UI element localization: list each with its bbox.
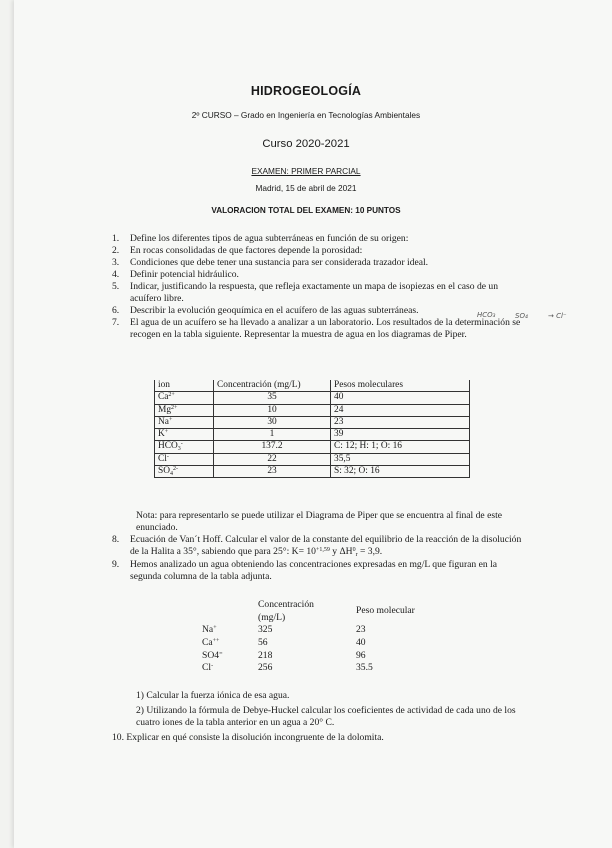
table-cell-ion: Ca++ [202,637,220,648]
table-cell: 96 [356,650,366,661]
question-text: Condiciones que debe tener una sustancia para ser considerada trazador ideal. [130,257,429,268]
question-text: Explicar en qué consiste la disolución incongruente de la dolomita. [126,732,384,743]
table-cell: 35.5 [356,662,373,673]
table-header-row: ion Concentración (mg/L) Pesos moleculares [155,380,470,392]
question-item: 6. Describir la evolución geoquímica en el acuífero de las aguas subterráneas. [112,305,419,316]
table-cell-ion: Na+ [202,624,217,635]
table-cell: 256 [258,662,273,673]
question-text: El agua de un acuífero se ha llevado a analizar a un laboratorio. Los resultados de la determinación se recogen en la tabla siguiente. Representar la muestra de agua en los diagramas de Piper. [130,317,521,340]
table-row: $Ca^{2+}$ 35 40 [155,392,470,404]
table-row: Na+ 30 23 [155,416,470,428]
question-text: Indicar, justificando la respuesta, que refleja exactamente un mapa de isopiezas en el caso de un acuífero libre. [130,281,499,304]
question-item: 7. El agua de un acuífero se ha llevado a analizar a un laboratorio. Los resultados de la determinación se recogen en la tabla siguiente. Representar la muestra de agua en los diagramas de Piper. [112,317,521,340]
question-text: Hemos analizado un agua obteniendo las concentraciones expresadas en mg/L que figuran en la segunda columna de la tabla adjunta. [130,559,497,582]
question-text: Definir potencial hidráulico. [130,269,239,280]
table-cell-ion: SO4= [202,650,223,661]
exam-total-points: VALORACION TOTAL DEL EXAMEN: 10 PUNTOS [211,206,401,215]
handwritten-note: SO₄ [515,312,528,320]
question-item: 2. En rocas consolidadas de que factores depende la porosidad: [112,245,363,256]
table-cell: 23 [356,624,366,635]
question-text: Describir la evolución geoquímica en el acuífero de las aguas subterráneas. [130,305,419,316]
question-item: 5. Indicar, justificando la respuesta, que refleja exactamente un mapa de isopiezas en el caso de un acuífero libre. [112,281,499,304]
table-row: K+ 1 39 [155,429,470,441]
table-row: $SO_4^{2-}$ 23 S: 32; O: 16 [155,466,470,478]
table-cell: 218 [258,650,273,661]
page-title: HIDROGEOLOGÍA [250,84,362,98]
subquestion: 1) Calcular la fuerza iónica de esa agua. [136,690,290,701]
question-list [112,233,528,341]
question-item: 1. Define los diferentes tipos de agua subterráneas en función de su origen: [112,233,409,244]
table-cell: 56 [258,637,268,648]
table-cell-ion: Cl- [202,662,214,673]
handwritten-note: → Cl⁻ [548,312,567,320]
table-header: (mg/L) [258,612,286,623]
table-cell: 325 [258,624,273,635]
table-row: Cl- 22 35,5 [155,453,470,465]
table-row: $Mg^{2+}$ 10 24 [155,404,470,416]
degree-subtitle: 2º CURSO – Grado en Ingeniería en Tecnologías Ambientales [191,110,421,120]
question-text: Ecuación de Van´t Hoff. Calcular el valor de la constante del equilibrio de la reacción de la disolución de la Halita a 35°, sabiendo que para 25°: $K= 10^{+1,59}$ y $\Delta H^0_r = 3,9$. [130,534,522,558]
exam-name: EXAMEN: PRIMER PARCIAL [251,166,361,176]
table-cell: 40 [356,637,366,648]
subquestion: 2) Utilizando la fórmula de Debye-Huckel calcular los coeficientes de actividad de cada uno de los cuatro iones de la tabla anterior en un agua a 20° C. [136,705,516,728]
question-item: 3. Condiciones que debe tener una sustancia para ser considerada trazador ideal. [112,257,429,268]
ion-concentration-table [154,380,470,478]
question-text: Define los diferentes tipos de agua subterráneas en función de su origen: [130,233,409,244]
question-item: 8. Ecuación de Van´t Hoff. Calcular el valor de la constante del equilibrio de la reacción de la disolución de la Halita a 35°, sabiendo que para 25°: $K= 10^{+1,59}$ y $\Delta H^0_r = 3,9$. [112,534,526,558]
table-header: Concentración [258,599,314,610]
question-text: En rocas consolidadas de que factores depende la porosidad: [130,245,363,256]
question-item: 4. Definir potencial hidráulico. [112,269,239,280]
exam-date: Madrid, 15 de abril de 2021 [255,183,357,193]
table-row: $HCO_3^-$ 137.2 C: 12; H: 1; O: 16 [155,441,470,453]
piper-note: Nota: para representarlo se puede utilizar el Diagrama de Piper que se encuentra al final de este enunciado. [136,510,502,533]
handwritten-note: HCO₃ [477,311,496,319]
course-year: Curso 2020-2021 [262,138,350,150]
table-header: Peso molecular [356,605,415,616]
question-item: 10. Explicar en qué consiste la disolución incongruente de la dolomita. [112,732,384,743]
question-item: 9. Hemos analizado un agua obteniendo las concentraciones expresadas en mg/L que figuran en la segunda columna de la tabla adjunta. [112,559,526,583]
